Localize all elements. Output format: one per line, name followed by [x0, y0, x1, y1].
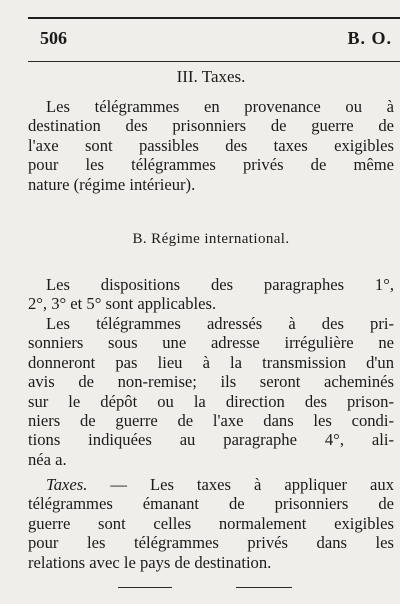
footer-rule-right: [236, 587, 292, 588]
text-line: sonniers sous une adresse irrégulière ne: [28, 333, 394, 353]
page-number: 506: [40, 28, 67, 48]
text-line: niers de guerre de l'axe dans les condi-: [28, 411, 394, 431]
text-line: Les dispositions des paragraphes 1°,: [46, 275, 394, 294]
text-line: l'axe sont passibles des taxes exigibles: [28, 135, 394, 155]
text-line: relations avec le pays de destination.: [28, 552, 272, 572]
header-rule: [28, 61, 400, 62]
text-line: donneront pas lieu à la transmission d'un: [28, 352, 394, 372]
footer-rule-left: [118, 587, 172, 588]
top-rule: [28, 17, 400, 19]
text-line: néa a.: [28, 449, 67, 469]
text-line: Les télégrammes en provenance ou à: [46, 97, 394, 116]
text-line: destination des prisonniers de guerre de: [28, 116, 394, 136]
page-header: [40, 28, 392, 54]
text-line: guerre sont celles normalement exigibles: [28, 513, 394, 533]
taxes-lead: Taxes.: [46, 475, 88, 494]
text-line: tions indiquées au paragraphe 4°, ali-: [28, 430, 394, 450]
text-line: pour les télégrammes privés de même: [28, 155, 394, 175]
text-line: [28, 475, 394, 494]
text-line: avis de non-remise; ils seront acheminés: [28, 372, 394, 392]
paragraph-taxes-international: [28, 475, 394, 572]
text-line-rest: — Les taxes à appliquer aux: [87, 475, 394, 494]
text-line: pour les télégrammes privés dans les: [28, 533, 394, 553]
text-line: sur le dépôt ou la direction des prison-: [28, 391, 394, 411]
section-heading-taxes-text: III. Taxes.: [176, 67, 246, 86]
text-line: télégrammes émanant de prisonniers de: [28, 494, 394, 514]
section-heading-international: [28, 228, 394, 248]
text-line: nature (régime intérieur).: [28, 174, 196, 194]
running-head: B. O.: [347, 28, 392, 48]
text-line: 2°, 3° et 5° sont applicables.: [28, 294, 217, 314]
paragraph-taxes: [28, 97, 394, 194]
section-heading-taxes: [28, 67, 394, 87]
paragraph-dispositions: [28, 275, 394, 314]
paragraph-adresse-irreguliere: [28, 314, 394, 469]
section-heading-international-text: B. Régime international.: [132, 231, 290, 247]
text-line: Les télégrammes adressés à des pri-: [46, 314, 394, 333]
